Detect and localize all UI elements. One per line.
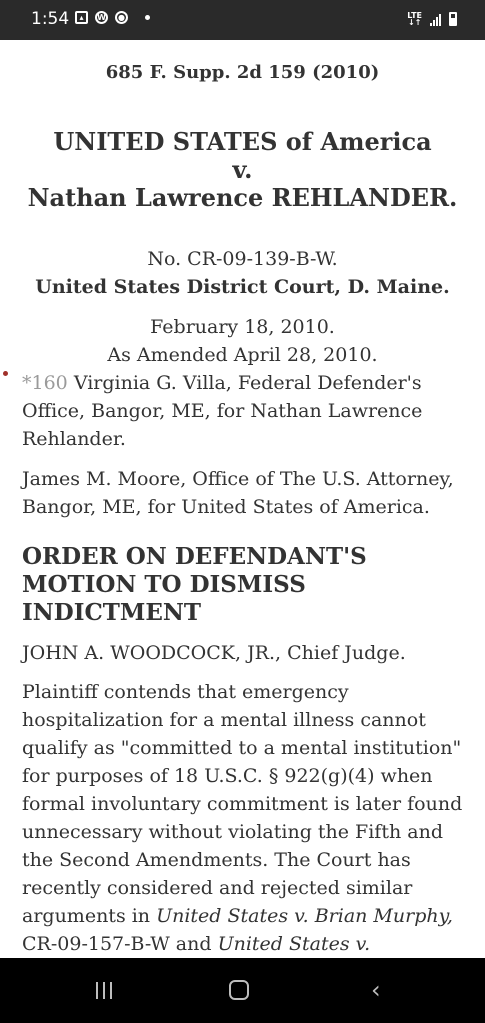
amended-date: As Amended April 28, 2010. <box>107 344 378 366</box>
prosecution-counsel: James M. Moore, Office of The U.S. Attorney, Bangor, ME, for United States of America. <box>22 468 454 518</box>
case-title <box>0 128 485 212</box>
case-citation: 685 F. Supp. 2d 159 (2010) <box>105 62 380 83</box>
case-reference-murphy: United States v. Brian Murphy, <box>156 905 453 927</box>
navigation-bar <box>0 958 485 1023</box>
judge-name: JOHN A. WOODCOCK, JR., Chief Judge. <box>22 642 406 664</box>
court-name: United States District Court, D. Maine. <box>35 276 450 298</box>
wordpress-icon: W <box>95 11 108 24</box>
notification-icons <box>75 11 150 24</box>
star-page-number[interactable]: *160 <box>22 372 68 394</box>
battery-icon <box>449 12 457 26</box>
notification-dot <box>145 15 150 20</box>
recent-apps-button[interactable] <box>96 982 112 999</box>
defense-counsel <box>22 369 467 453</box>
order-heading: ORDER ON DEFENDANT'S MOTION TO DISMISS INDICTMENT <box>22 543 367 626</box>
status-bar <box>0 0 485 40</box>
document-view[interactable] <box>0 40 485 958</box>
case-title-defendant: Nathan Lawrence REHLANDER. <box>27 183 458 212</box>
defense-counsel-text: Virginia G. Villa, Federal Defender's Office, Bangor, ME, for Nathan Lawrence Rehlander. <box>22 372 423 450</box>
network-label: LTE <box>407 11 422 20</box>
back-button[interactable]: ‹ <box>371 976 381 1004</box>
sync-icon: ● <box>115 11 128 24</box>
docket-number: No. CR-09-139-B-W. <box>147 248 338 270</box>
gallery-icon: ▴ <box>75 11 88 24</box>
system-icons <box>407 12 457 26</box>
lte-icon: LTE ↓↑ <box>407 11 422 27</box>
case-reference-next: United States v. <box>217 933 371 955</box>
signal-icon <box>430 13 441 26</box>
decision-date: February 18, 2010. <box>150 316 335 338</box>
home-button[interactable] <box>229 980 249 1000</box>
page-marker-dot <box>3 371 8 376</box>
opinion-text: Plaintiff contends that emergency hospitalization for a mental illness cannot qualify as "committed to a mental institution" for purposes of 18 U.S.C. § 922(g)(4) when formal involuntary commitment is later found unnecessary without violating the Fifth and the Second Amendments. The Court has recently considered and rejected similar arguments in <box>22 681 463 927</box>
case-title-versus: v. <box>232 155 253 184</box>
case-title-plaintiff: UNITED STATES of America <box>53 127 432 156</box>
case-reference-docket: CR-09-157-B-W and <box>22 933 218 955</box>
opinion-paragraph <box>22 678 467 958</box>
status-time: 1:54 <box>31 9 70 29</box>
